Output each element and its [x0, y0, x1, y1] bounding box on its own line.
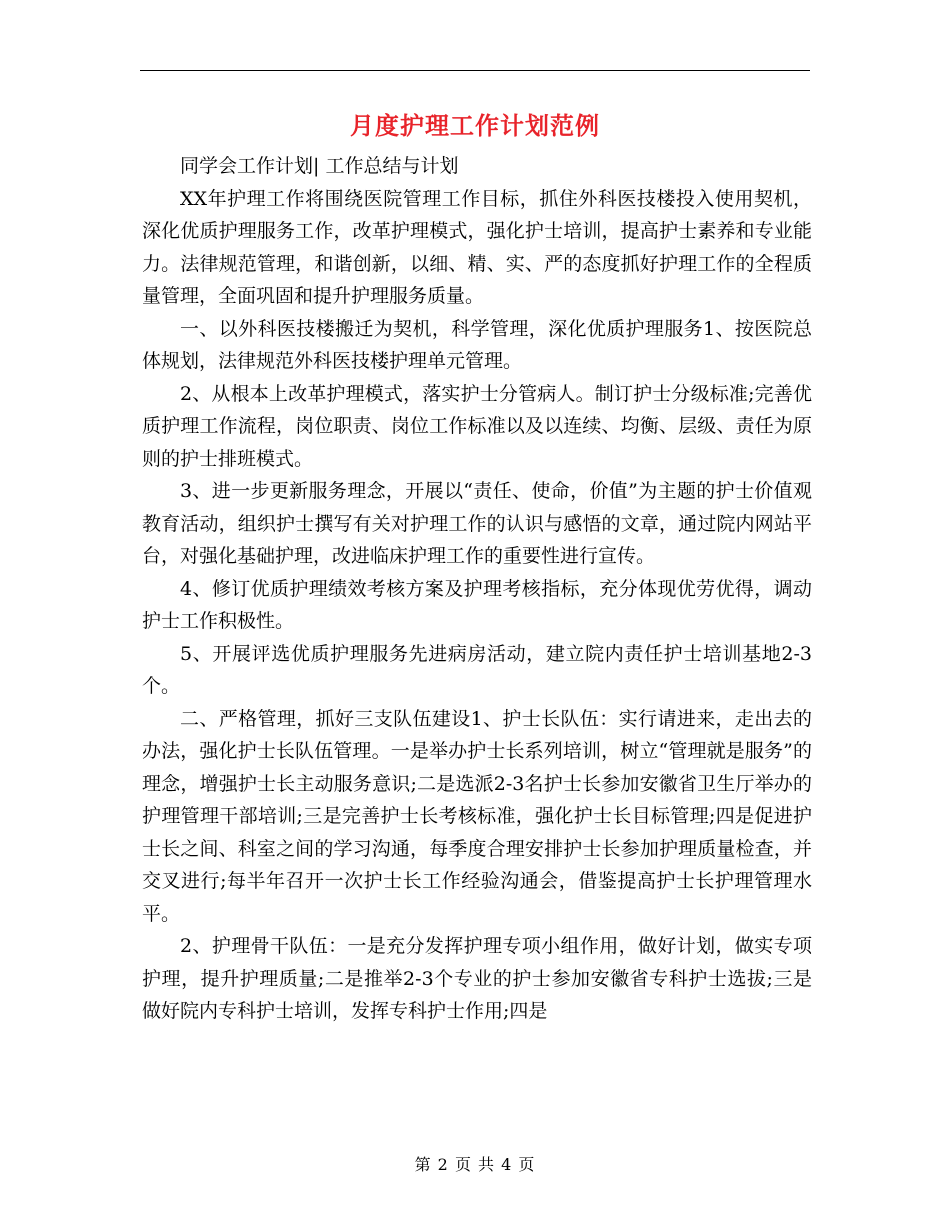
paragraph-item-2: 2、从根本上改革护理模式，落实护士分管病人。制订护士分级标准;完善优质护理工作流程，岗位职责、岗位工作标准以及以连续、均衡、层级、责任为原则的护士排班模式。 [142, 382, 812, 470]
document-body [142, 150, 812, 1028]
paragraph-item-5: 5、开展评选优质护理服务先进病房活动，建立院内责任护士培训基地2-3个。 [142, 642, 812, 697]
paragraph-intro: XX年护理工作将围绕医院管理工作目标，抓住外科医技楼投入使用契机，深化优质护理服务工作，改革护理模式，强化护士培训，提高护士素养和专业能力。法律规范管理，和谐创新，以细、精、实、严的态度抓好护理工作的全程质量管理，全面巩固和提升护理服务质量。 [142, 187, 812, 307]
page-footer: 第 2 页 共 4 页 [414, 1155, 536, 1174]
header-rule [140, 70, 810, 71]
paragraph-section-1: 一、以外科医技楼搬迁为契机，科学管理，深化优质护理服务1、按医院总体规划，法律规范外科医技楼护理单元管理。 [142, 317, 812, 372]
paragraph-subtitle: 同学会工作计划| 工作总结与计划 [180, 155, 459, 177]
paragraph-section-2: 二、严格管理，抓好三支队伍建设1、护士长队伍：实行请进来，走出去的办法，强化护士长队伍管理。一是举办护士长系列培训，树立“管理就是服务”的理念，增强护士长主动服务意识;二是选派2-3名护士长参加安徽省卫生厅举办的护理管理干部培训;三是完善护士长考核标准，强化护士长目标管理;四是促进护士长之间、科室之间的学习沟通，每季度合理安排护士长参加护理质量检查，并交叉进行;每半年召开一次护士长工作经验沟通会，借鉴提高护士长护理管理水平。 [142, 707, 812, 925]
paragraph-item-4: 4、修订优质护理绩效考核方案及护理考核指标，充分体现优劳优得，调动护士工作积极性。 [142, 577, 812, 632]
paragraph-section-2-item-2: 2、护理骨干队伍：一是充分发挥护理专项小组作用，做好计划，做实专项护理，提升护理质量;二是推举2-3个专业的护士参加安徽省专科护士选拔;三是做好院内专科护士培训，发挥专科护士作用;四是 [142, 935, 812, 1022]
document-title: 月度护理工作计划范例 [350, 111, 600, 140]
paragraph-item-3: 3、进一步更新服务理念，开展以“责任、使命，价值”为主题的护士价值观教育活动，组织护士撰写有关对护理工作的认识与感悟的文章，通过院内网站平台，对强化基础护理，改进临床护理工作的重要性进行宣传。 [142, 480, 812, 567]
